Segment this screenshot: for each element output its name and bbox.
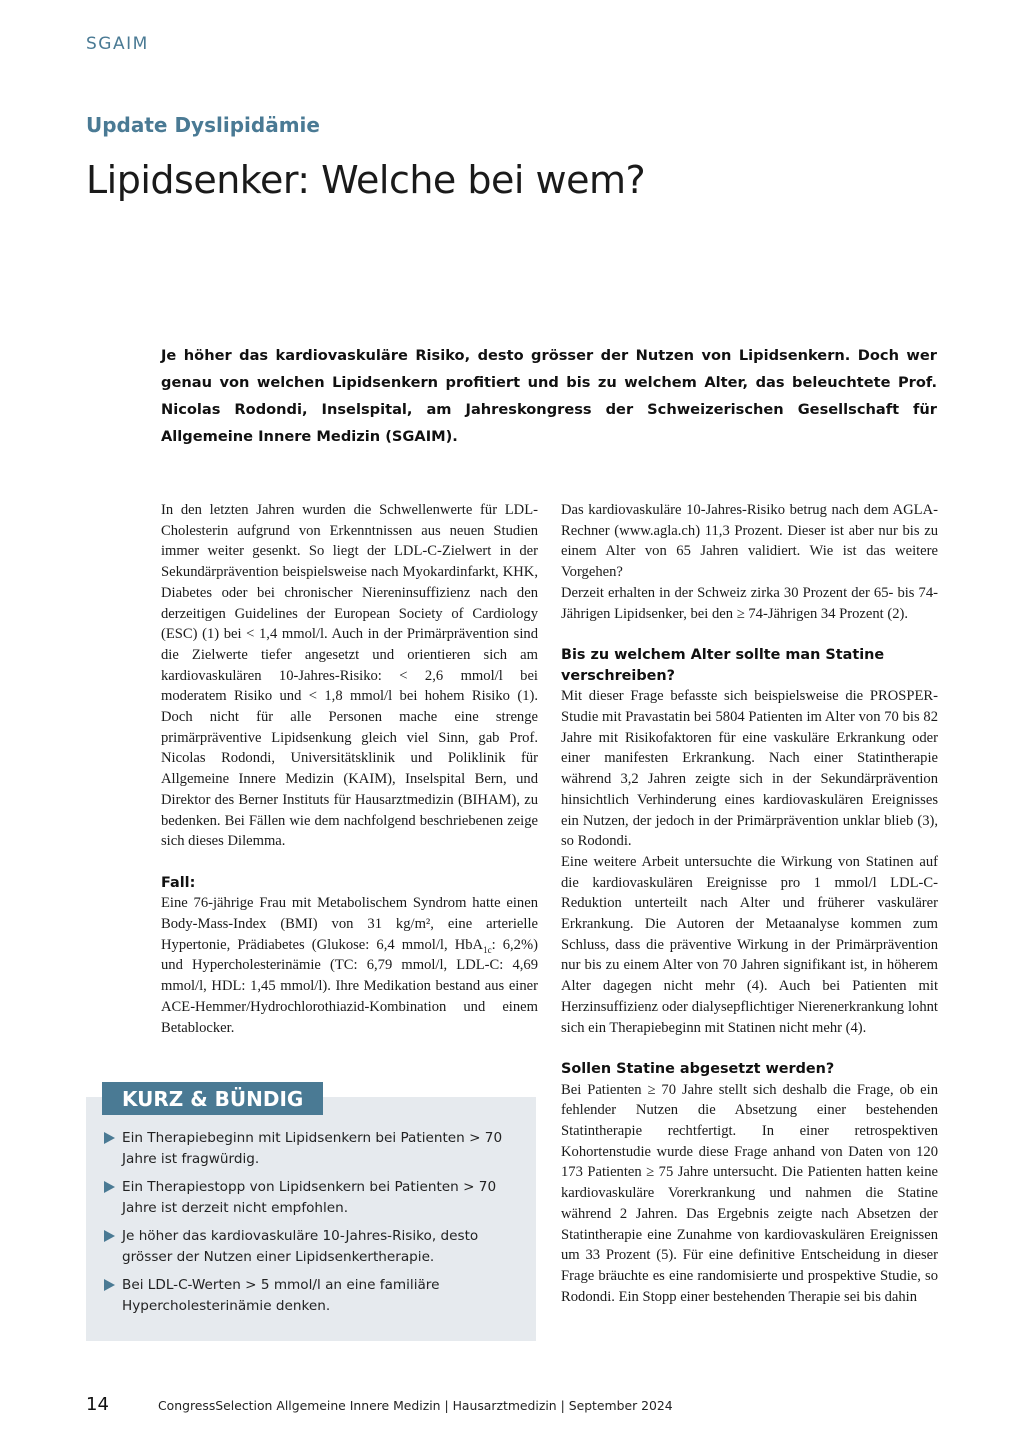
page-number: 14 bbox=[86, 1394, 109, 1415]
triangle-bullet-icon bbox=[104, 1132, 115, 1144]
summary-box-title: KURZ & BÜNDIG bbox=[102, 1082, 323, 1115]
summary-item-text: Ein Therapiestopp von Lipidsenkern bei Patienten > 70 Jahre ist derzeit nicht empfohlen. bbox=[122, 1179, 497, 1216]
section-tag: SGAIM bbox=[86, 34, 149, 54]
subheading-stop: Sollen Statine abgesetzt werden? bbox=[561, 1060, 835, 1077]
lead-paragraph: Je höher das kardiovaskuläre Risiko, desto grösser der Nutzen von Lipidsenkern. Doch wer genau von welchen Lipidsenkern profitiert und bis zu welchem Alter, das beleuchtete Prof. Nicolas Rodondi, Inselspital, am Jahreskongress der Schweizerischen Gesellschaft für Allgemeine Innere Medizin (SGAIM). bbox=[161, 347, 937, 445]
footer-publication: CongressSelection Allgemeine Innere Medizin | Hausarztmedizin | September 2024 bbox=[158, 1398, 673, 1413]
case-text-2: : 6,2%) und Hypercholesterinämie (TC: 6,79 mmol/l, LDL-C: 4,69 mmol/l, HDL: 1,45 mmol/l). Ihre Medikation bestand aus einer ACE-Hemmer/Hydrochlorothiazid-Kombination und einem Betablocker. bbox=[161, 936, 538, 1036]
intro-paragraph: In den letzten Jahren wurden die Schwellenwerte für LDL-Cholesterin aufgrund von Erkenntnissen aus neuen Studien immer weiter gesenkt. So liegt der LDL-C-Zielwert in der Sekundärprävention beispielsweise nach Myokardinfarkt, KHK, Diabetes oder bei chronischer Niereninsuffizienz nach den derzeitigen Guidelines der European Society of Cardiology (ESC) (1) bei < 1,4 mmol/l. Auch in der Primärprävention sind die Zielwerte tiefer angesetzt und orientieren sich am kardiovaskulären 10-Jahres-Risiko: < 2,6 mmol/l bei moderatem Risiko und < 1,8 mmol/l bei hohem Risiko (1). Doch nicht für alle Personen mache eine strenge primärpräventive Lipidsenkung gleich viel Sinn, gab Prof. Nicolas Rodondi, Universitätsklinik und Poliklinik für Allgemeine Innere Medizin (KAIM), Inselspital Bern, und Direktor des Berner Instituts für Hausarztmedizin (BIHAM), zu bedenken. Bei Fällen wie dem nachfolgend beschriebenen zeige sich dieses Dilemma. bbox=[161, 502, 538, 850]
summary-list bbox=[104, 1128, 529, 1324]
risk-paragraph: Das kardiovaskuläre 10-Jahres-Risiko betrug nach dem AGLA-Rechner (www.agla.ch) 11,3 Prozent. Dieser ist aber nur bis zu einem Alter von 65 Jahren validiert. Wie ist das weitere Vorgehen? bbox=[561, 502, 938, 581]
summary-item bbox=[104, 1226, 529, 1267]
triangle-bullet-icon bbox=[104, 1279, 115, 1291]
article-kicker: Update Dyslipidämie bbox=[86, 113, 320, 137]
summary-item bbox=[104, 1177, 529, 1218]
triangle-bullet-icon bbox=[104, 1230, 115, 1242]
triangle-bullet-icon bbox=[104, 1181, 115, 1193]
left-column bbox=[161, 500, 538, 1038]
summary-item bbox=[104, 1275, 529, 1316]
summary-item-text: Je höher das kardiovaskuläre 10-Jahres-Risiko, desto grösser der Nutzen einer Lipidsenkertherapie. bbox=[122, 1228, 479, 1265]
case-heading: Fall: bbox=[161, 874, 196, 891]
prevalence-paragraph: Derzeit erhalten in der Schweiz zirka 30 Prozent der 65- bis 74-Jährigen Lipidsenker, bei den ≥ 74-Jährigen 34 Prozent (2). bbox=[561, 584, 938, 622]
summary-item-text: Ein Therapiebeginn mit Lipidsenkern bei Patienten > 70 Jahre ist fragwürdig. bbox=[122, 1130, 503, 1167]
summary-item bbox=[104, 1128, 529, 1169]
cohort-paragraph: Bei Patienten ≥ 70 Jahre stellt sich deshalb die Frage, ob ein fehlender Nutzen die Absetzung einer bestehenden Statintherapie rechtfertigt. In einer retrospektiven Kohortenstudie wurde diese Frage anhand von Daten von 120 173 Patienten ≥ 75 Jahre untersucht. Die Patienten hatten keine kardiovaskuläre Vorerkrankung und nahmen die Statine während 2 Jahren. Das Ergebnis zeigte nach Absetzen der Statintherapie eine Zunahme von kardiovaskulären Ereignissen um 33 Prozent (5). Für eine definitive Entscheidung in dieser Frage bräuchte es eine randomisierte und prospektive Studie, so Rodondi. Ein Stopp einer bestehenden Therapie sei bis dahin bbox=[561, 1081, 938, 1305]
article-title: Lipidsenker: Welche bei wem? bbox=[86, 158, 646, 202]
case-paragraph bbox=[161, 893, 538, 1038]
case-text-1: Eine 76-jährige Frau mit Metabolischem Syndrom hatte einen Body-Mass-Index (BMI) von 31 kg/m², eine arterielle Hypertonie, Prädiabetes (Glukose: 6,4 mmol/l, HbA bbox=[161, 895, 538, 953]
metaanalysis-paragraph: Eine weitere Arbeit untersuchte die Wirkung von Statinen auf die kardiovaskulären Ereignisse pro 1 mmol/l LDL-C-Reduktion unterteilt nach Alter und früherer vaskulärer Erkrankung. Die Autoren der Metaanalyse kommen zum Schluss, dass die präventive Wirkung in der Primärprävention nur bis zu einem Alter von 70 Jahren signifikant ist, in höherem Alter dagegen nicht mehr (4). Auch bei Patienten mit Herzinsuffizienz oder dialysepflichtiger Nierenerkrankung lohnt sich ein Therapiebeginn mit Statinen nicht mehr (4). bbox=[561, 853, 938, 1036]
prosper-paragraph: Mit dieser Frage befasste sich beispielsweise die PROSPER-Studie mit Pravastatin bei 5804 Patienten im Alter von 70 bis 82 Jahre mit Risikofaktoren für eine vaskuläre Erkrankung oder einer manifesten Erkrankung. Nach einer Statintherapie während 3,2 Jahren zeigte sich in der Sekundärprävention hinsichtlich Verhinderung eines kardiovaskulären Ereignisses ein Nutzen, der jedoch in der Primärprävention unklar blieb (3), so Rodondi. bbox=[561, 688, 938, 850]
case-subscript: 1c bbox=[483, 944, 492, 955]
summary-item-text: Bei LDL-C-Werten > 5 mmol/l an eine familiäre Hypercholesterinämie denken. bbox=[122, 1277, 440, 1314]
right-column bbox=[561, 500, 938, 1307]
subheading-age: Bis zu welchem Alter sollte man Statine verschreiben? bbox=[561, 646, 885, 684]
